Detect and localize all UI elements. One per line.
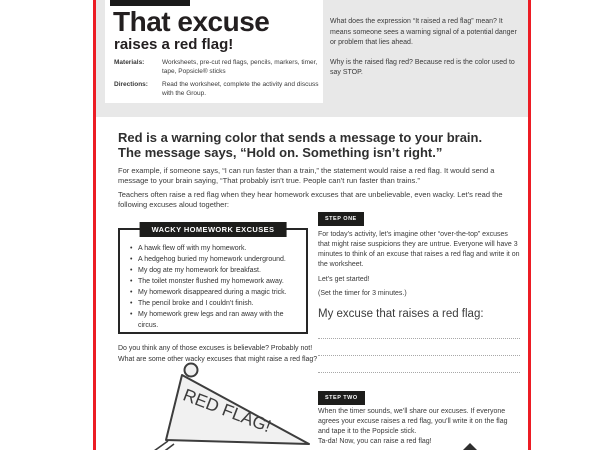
wacky-excuses-box <box>118 225 308 334</box>
excuse-text: My dog ate my homework for breakfast. <box>138 267 261 274</box>
excuse-text: The pencil broke and I couldn’t finish. <box>138 300 254 307</box>
list-item <box>130 243 298 254</box>
main-heading-line1: Red is a warning color that sends a message to your brain. <box>118 130 483 145</box>
materials-label: Materials: <box>114 59 145 66</box>
bullet-icon: • <box>130 245 133 252</box>
step-two-badge: STEP TWO <box>318 391 365 405</box>
page-title: That excuse <box>113 6 270 37</box>
main-heading <box>118 131 518 160</box>
materials-row <box>114 59 319 76</box>
red-flag-illustration <box>113 358 318 450</box>
list-item <box>130 254 298 265</box>
bullet-icon: • <box>130 289 133 296</box>
excuse-text: My homework grew legs and ran away with the circus. <box>138 311 284 329</box>
believable-line1: Do you think any of those excuses is believable? Probably not! <box>118 345 313 352</box>
intro-paragraph-1: What does the expression “It raised a red flag” mean? It means someone sees a warning signal of a potential danger or problem that lies ahead. <box>330 18 517 46</box>
write-in-line <box>318 339 520 356</box>
step-one-badge: STEP ONE <box>318 212 364 226</box>
bullet-icon: • <box>130 300 133 307</box>
intro-paragraph-2: Why is the raised flag red? Because red is the color used to say STOP. <box>330 58 515 76</box>
bullet-icon: • <box>130 311 133 318</box>
list-item <box>130 287 298 298</box>
flag-tip-shape <box>463 443 477 450</box>
materials-value: Worksheets, pre-cut red flags, pencils, markers, timer, tape, Popsicle® sticks <box>162 59 318 75</box>
title-box <box>105 0 323 103</box>
excuse-text: A hedgehog buried my homework underground. <box>138 256 286 263</box>
teachers-paragraph: Teachers often raise a red flag when they hear homework excuses that are unbelievable, even wacky. Let’s read the following excuses aloud together: <box>118 190 503 209</box>
directions-row <box>114 81 319 98</box>
excuse-answer-lines <box>318 322 520 373</box>
bullet-icon: • <box>130 278 133 285</box>
right-red-rule <box>528 0 531 450</box>
write-in-line <box>318 322 520 339</box>
cutoff-flag-tip <box>462 443 478 450</box>
excuse-text: The toilet monster flushed my homework away. <box>138 278 284 285</box>
red-flag-label: RED FLAG! <box>180 384 274 437</box>
wacky-excuses-list <box>130 243 298 331</box>
step-two-body: When the timer sounds, we’ll share our excuses. If everyone agrees your excuse raises a red flag, you’ll write it on the flag and tape it to the Popsicle stick. <box>318 408 508 435</box>
main-heading-line2: The message says, “Hold on. Something isn’t right.” <box>118 144 443 160</box>
list-item <box>130 276 298 287</box>
page-subtitle: raises a red flag! <box>114 36 234 53</box>
tada-text: Ta-da! Now, you can raise a red flag! <box>318 438 432 445</box>
step-one-body: For today’s activity, let’s imagine other “over-the-top” excuses that might raise suspicions they are untrue. Everyone will have 3 minutes to think of an excuse that raises a red flag and write it on the worksheet. <box>318 231 520 268</box>
list-item <box>130 265 298 276</box>
flag-pole-knob-icon <box>185 364 198 377</box>
header-band <box>96 0 528 117</box>
bullet-icon: • <box>130 256 133 263</box>
list-item <box>130 309 298 331</box>
header-intro-text <box>330 17 522 88</box>
directions-label: Directions: <box>114 81 148 88</box>
list-item <box>130 298 298 309</box>
believable-line2: What are some other wacky excuses that might raise a red flag? <box>118 356 318 363</box>
excuse-text: My homework disappeared during a magic trick. <box>138 289 287 296</box>
bullet-icon: • <box>130 267 133 274</box>
get-started-text: Let’s get started! <box>318 276 370 283</box>
directions-value: Read the worksheet, complete the activity and discuss with the Group. <box>162 81 319 97</box>
excuse-text: A hawk flew off with my homework. <box>138 245 247 252</box>
wacky-excuses-title: WACKY HOMEWORK EXCUSES <box>140 222 287 237</box>
write-in-line <box>318 356 520 373</box>
timer-note: (Set the timer for 3 minutes.) <box>318 290 407 297</box>
flag-pole-line <box>147 441 168 450</box>
example-paragraph: For example, if someone says, “I can run faster than a train,” the statement would raise a red flag. It would send a message to your brain saying, “That probably isn’t true. People can’t run faster than trains.” <box>118 166 495 185</box>
excuse-prompt: My excuse that raises a red flag: <box>318 308 484 320</box>
